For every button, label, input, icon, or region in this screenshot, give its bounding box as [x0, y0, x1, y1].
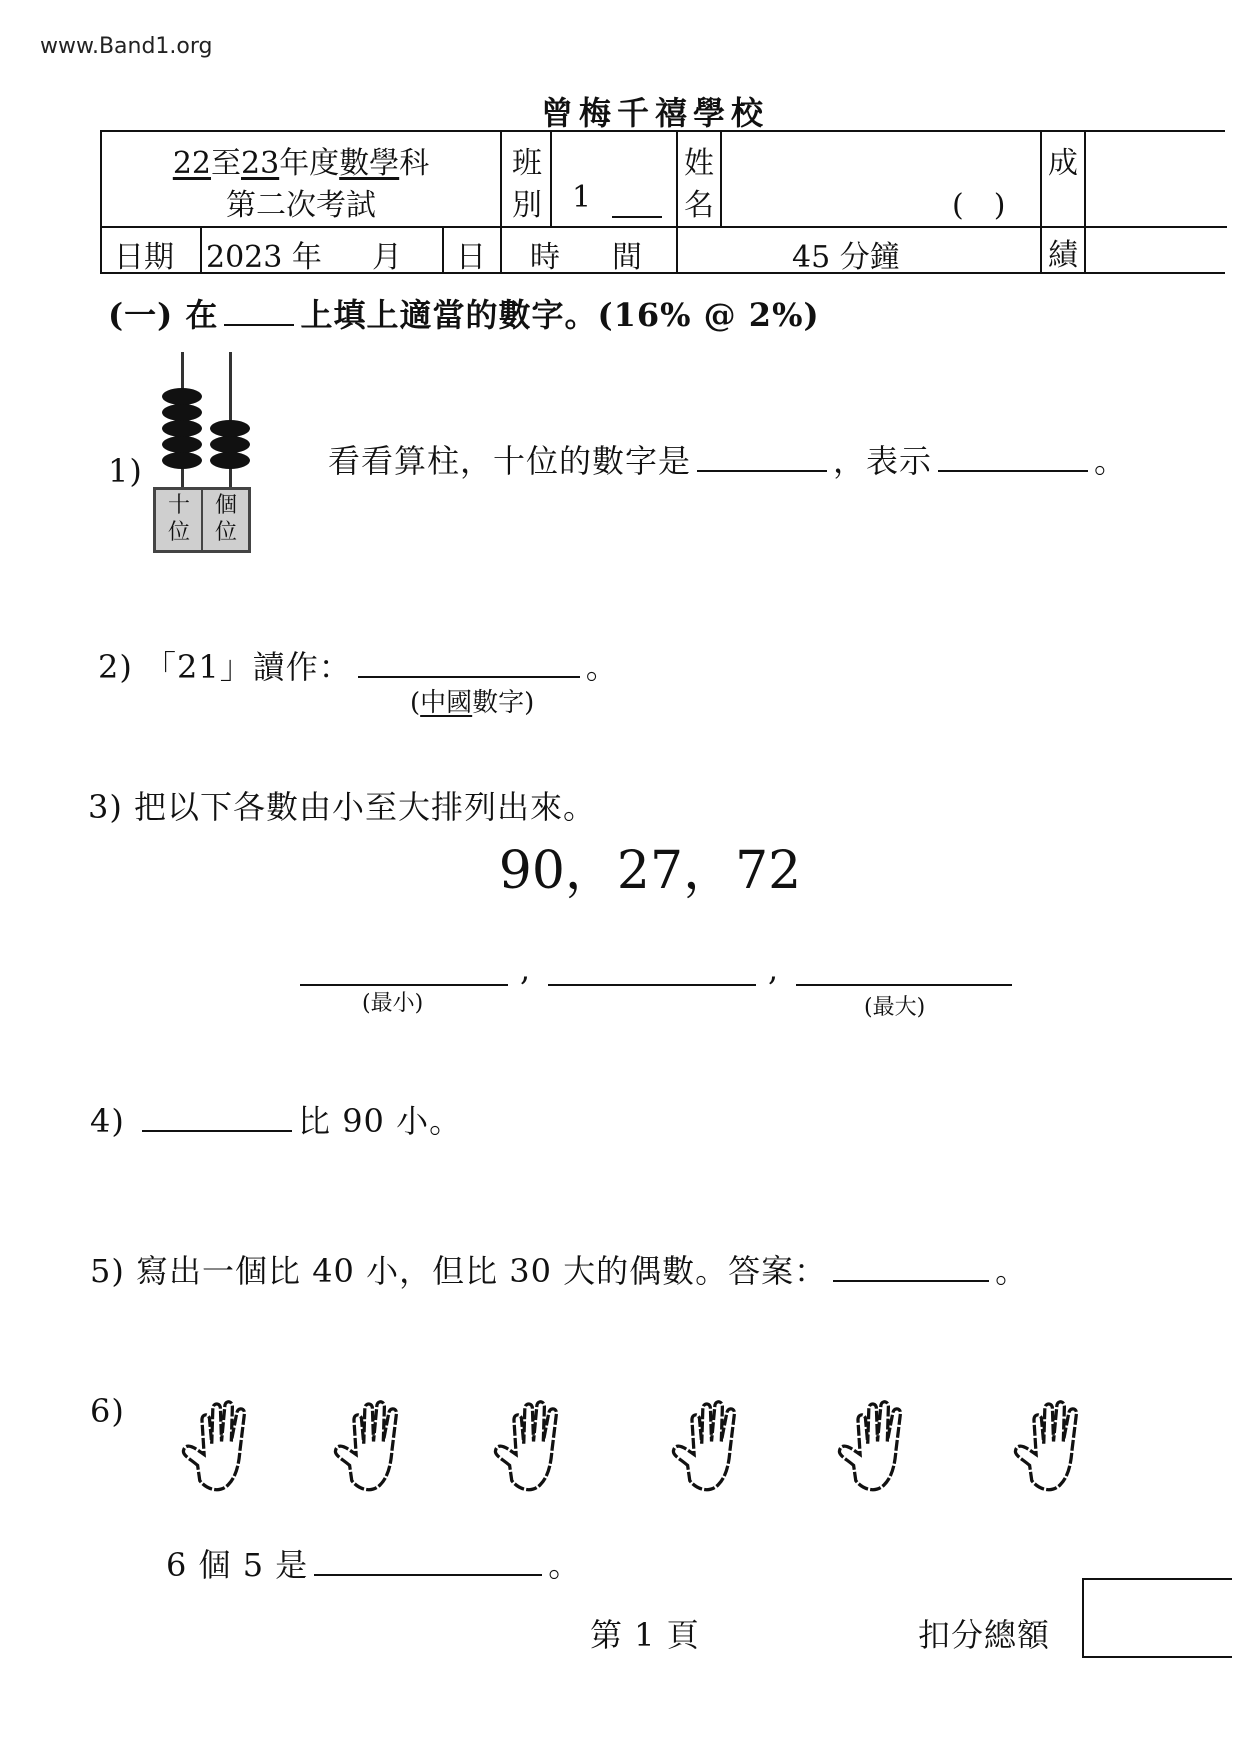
open-hand-icon [1002, 1398, 1092, 1498]
q5-answer-blank[interactable] [833, 1279, 989, 1282]
class-number-bracket: ( ) [952, 188, 1006, 223]
q5-text: 5) 寫出一個比 40 小，但比 30 大的偶數。答案： 。 [90, 1252, 1029, 1290]
class-blank [612, 216, 662, 218]
q1-answer-blank-2[interactable] [938, 469, 1088, 472]
exam-name: 第二次考試 [226, 188, 376, 223]
q4-number: 4) [90, 1102, 125, 1140]
abacus-tens-bead [162, 436, 202, 453]
section-title-a: (一) 在 [108, 296, 219, 334]
q3-largest-label: (最大) [864, 995, 926, 1020]
q2-text: 2) 「21」讀作： 。 [98, 648, 619, 686]
q4-text: 4) 比 90 小。 [90, 1102, 463, 1140]
q3-smallest-label: (最小) [362, 991, 424, 1016]
year-suffix: 年度 [279, 146, 340, 181]
abacus-ones-bead [210, 420, 250, 437]
date-month: 月 [372, 240, 402, 275]
open-hand-icon [482, 1398, 572, 1498]
abacus-tens-bead [162, 388, 202, 405]
abacus-tens-bead [162, 404, 202, 421]
site-watermark: www.Band1.org [40, 34, 213, 59]
abacus-base [153, 487, 251, 553]
exam-header-table [100, 130, 1225, 274]
page-number: 第 1 頁 [590, 1616, 700, 1654]
class-label-2: 別 [512, 188, 542, 223]
time-label-1: 時 [530, 240, 560, 275]
abacus-tens-bead [162, 452, 202, 469]
section-title-b: 上填上適當的數字。(16% @ 2%) [300, 296, 820, 334]
abacus-tens-label: 十 位 [167, 493, 190, 545]
school-year-line [102, 138, 500, 182]
abacus-ones-bead [210, 452, 250, 469]
deduction-score-box[interactable] [1082, 1578, 1232, 1658]
q1-answer-blank-1[interactable] [697, 469, 827, 472]
q1-text: 看看算柱，十位的數字是 ，表示 。 [328, 442, 1128, 480]
q3-number: 3) [88, 788, 123, 826]
score-label-1: 成 [1048, 146, 1078, 181]
subject-suffix: 科 [399, 146, 430, 181]
q3-blank-2[interactable] [548, 984, 756, 986]
open-hand-icon [826, 1398, 916, 1498]
q3-comma-2: , [768, 950, 780, 988]
section-1-title [108, 290, 820, 336]
score-label-2: 績 [1048, 238, 1078, 273]
year-mid: 至 [211, 146, 241, 181]
q2-number: 2) [98, 648, 133, 686]
q3-blank-3[interactable] [796, 984, 1012, 986]
duration: 45 分鐘 [792, 240, 900, 275]
q4-answer-blank[interactable] [142, 1129, 292, 1132]
abacus-ones-label: 個 位 [214, 493, 237, 545]
subject: 數學 [339, 146, 400, 181]
school-name: 曾梅千禧學校 [540, 94, 769, 132]
time-label-2: 間 [612, 240, 642, 275]
name-label-2: 名 [684, 188, 714, 223]
deduction-label: 扣分總額 [918, 1616, 1051, 1654]
q6-answer-blank[interactable] [314, 1573, 542, 1576]
q3-numbers: 90，27，72 [498, 841, 802, 901]
date-label: 日期 [114, 240, 174, 275]
open-hand-icon [660, 1398, 750, 1498]
q3-comma-1: , [520, 950, 532, 988]
year-end: 23 [241, 146, 280, 181]
q5-number: 5) [90, 1252, 125, 1290]
date-year: 2023 年 [206, 240, 322, 275]
q1-number: 1) [108, 452, 143, 490]
q2-answer-blank[interactable] [358, 675, 580, 678]
q6-number: 6) [90, 1392, 125, 1430]
date-day: 日 [456, 240, 486, 275]
year-start: 22 [172, 146, 211, 181]
class-label-1: 班 [512, 146, 542, 181]
abacus-tens-bead [162, 420, 202, 437]
q6-text: 6 個 5 是 。 [166, 1546, 582, 1584]
class-value: 1 [572, 180, 592, 215]
abacus-ones-bead [210, 436, 250, 453]
name-label-1: 姓 [684, 146, 714, 181]
q3-text: 3) 把以下各數由小至大排列出來。 [88, 788, 597, 826]
open-hand-icon [322, 1398, 412, 1498]
q2-hint: (中國數字) [410, 688, 535, 718]
open-hand-icon [170, 1398, 260, 1498]
section-title-blank [224, 323, 294, 326]
